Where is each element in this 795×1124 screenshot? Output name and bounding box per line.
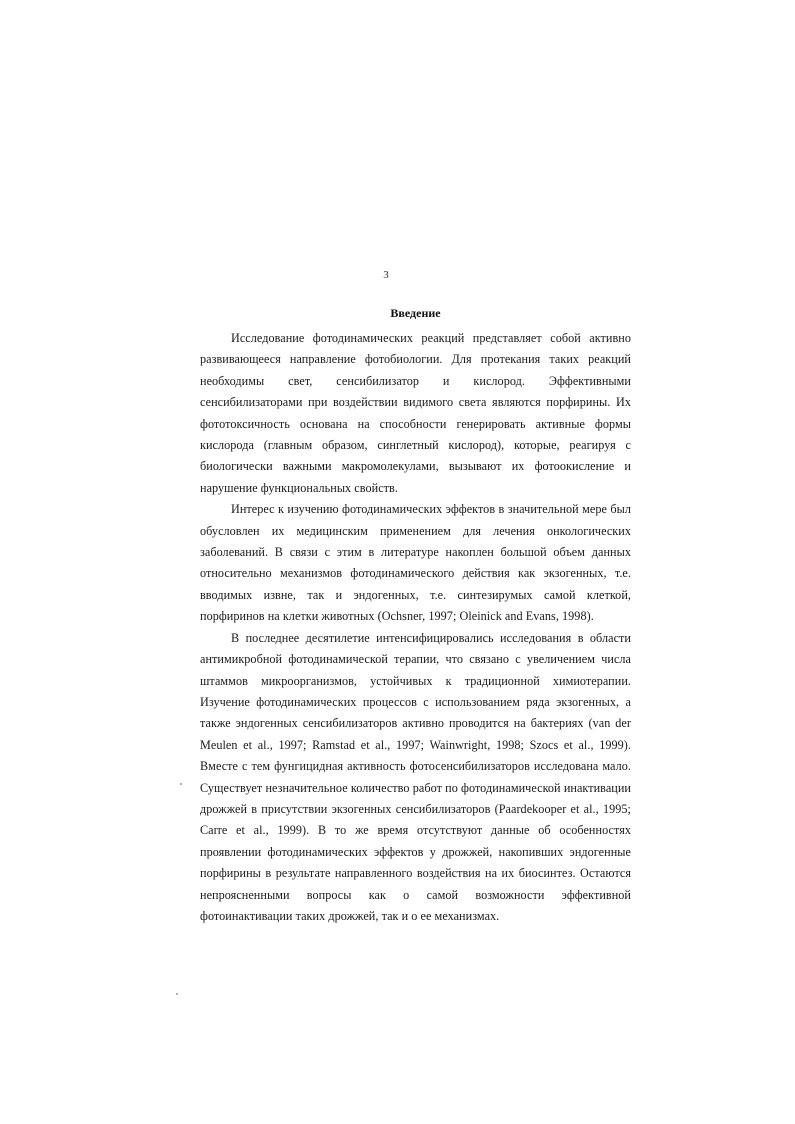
paragraph-1: Исследование фотодинамических реакций представляет собой активно развивающееся направление фотобиологии. Для протекания таких реакций необходимы свет, сенсибилизатор и кислород. Эффективными сенсибилизаторами при воздействии видимого света являются порфирины. Их фототоксичность основана на способности генерировать активные формы кислорода (главным образом, синглетный кислород), которые, реагируя с биологически важными макромолекулами, вызывают их фотоокисление и нарушение функциональных свойств. <box>200 331 631 495</box>
paragraph-3: В последнее десятилетие интенсифицировались исследования в области антимикробной фотодинамической терапии, что связано с увеличением числа штаммов микроорганизмов, устойчивых к традиционной химиотерапии. Изучение фотодинамических процессов с использованием ряда экзогенных, а также эндогенных сенсибилизаторов активно проводится на бактериях (van der Meulen et al., 1997; Ramstad et al., 1997; Wainwright, 1998; Szocs et al., 1999). Вместе с тем фунгицидная активность фотосенсибилизаторов исследована мало. Существует незначительное количество работ по фотодинамической инактивации дрожжей в присутствии экзогенных сенсибилизаторов (Paardekooper et al., 1995; Carre et al., 1999). В то же время отсутствуют данные об особенностях проявлении фотодинамических эффектов у дрожжей, накопивших эндогенные порфирины в результате направленного воздействия на их биосинтез. Остаются непроясненными вопросы как о самой возможности эффективной фотоинактивации таких дрожжей, так и о ее механизмах. <box>200 630 631 923</box>
page-number: 3 <box>383 269 389 281</box>
paragraph-2: Интерес к изучению фотодинамических эффектов в значительной мере был обусловлен их медицинским применением для лечения онкологических заболеваний. В связи с этим в литературе накоплен большой объем данных относительно механизмов фотодинамического действия как экзогенных, т.е. вводимых извне, так и эндогенных, т.е. синтезирумых самой клеткой, порфиринов на клетки животных (Ochsner, 1997; Oleinick and Evans, 1998). <box>200 502 631 624</box>
scan-speck <box>176 993 178 995</box>
section-heading: Введение <box>390 306 441 320</box>
scan-speck <box>180 783 182 785</box>
body-text <box>200 328 631 927</box>
